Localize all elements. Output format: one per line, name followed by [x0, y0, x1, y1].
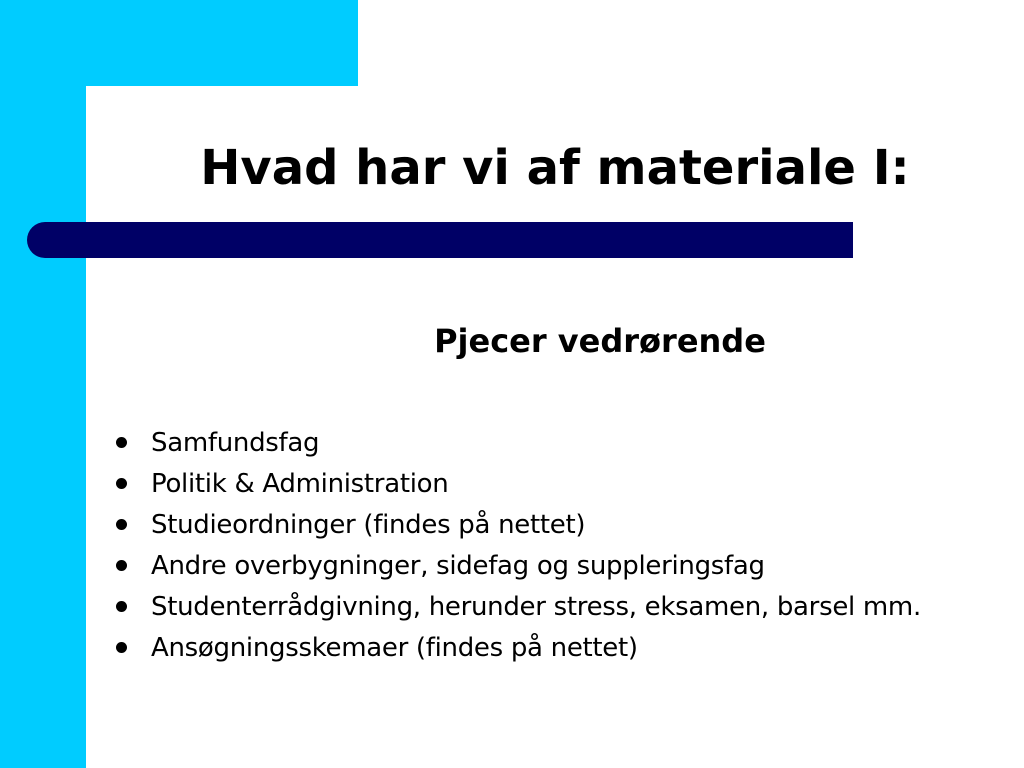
- accent-background-left: [0, 0, 86, 768]
- bullet-text: Ansøgningsskemaer (findes på nettet): [151, 632, 638, 663]
- bullet-item: [112, 586, 921, 627]
- slide-subtitle: Pjecer vedrørende: [434, 322, 766, 360]
- bullet-text: Samfundsfag: [151, 427, 320, 458]
- bullet-icon: [116, 601, 127, 612]
- bullet-item: [112, 627, 921, 668]
- bullet-text: Studenterrådgivning, herunder stress, eksamen, barsel mm.: [151, 591, 921, 622]
- bullet-item: [112, 422, 921, 463]
- bullet-item: [112, 463, 921, 504]
- title-underline-bar: [27, 222, 853, 258]
- bullet-icon: [116, 478, 127, 489]
- bullet-text: Politik & Administration: [151, 468, 449, 499]
- bullet-item: [112, 545, 921, 586]
- bullet-item: [112, 504, 921, 545]
- bullet-text: Andre overbygninger, sidefag og suppleringsfag: [151, 550, 765, 581]
- bullet-icon: [116, 519, 127, 530]
- bullet-icon: [116, 560, 127, 571]
- bullet-list: [112, 422, 921, 668]
- slide-title: Hvad har vi af materiale I:: [200, 140, 910, 196]
- bullet-icon: [116, 642, 127, 653]
- bullet-text: Studieordninger (findes på nettet): [151, 509, 586, 540]
- bullet-icon: [116, 437, 127, 448]
